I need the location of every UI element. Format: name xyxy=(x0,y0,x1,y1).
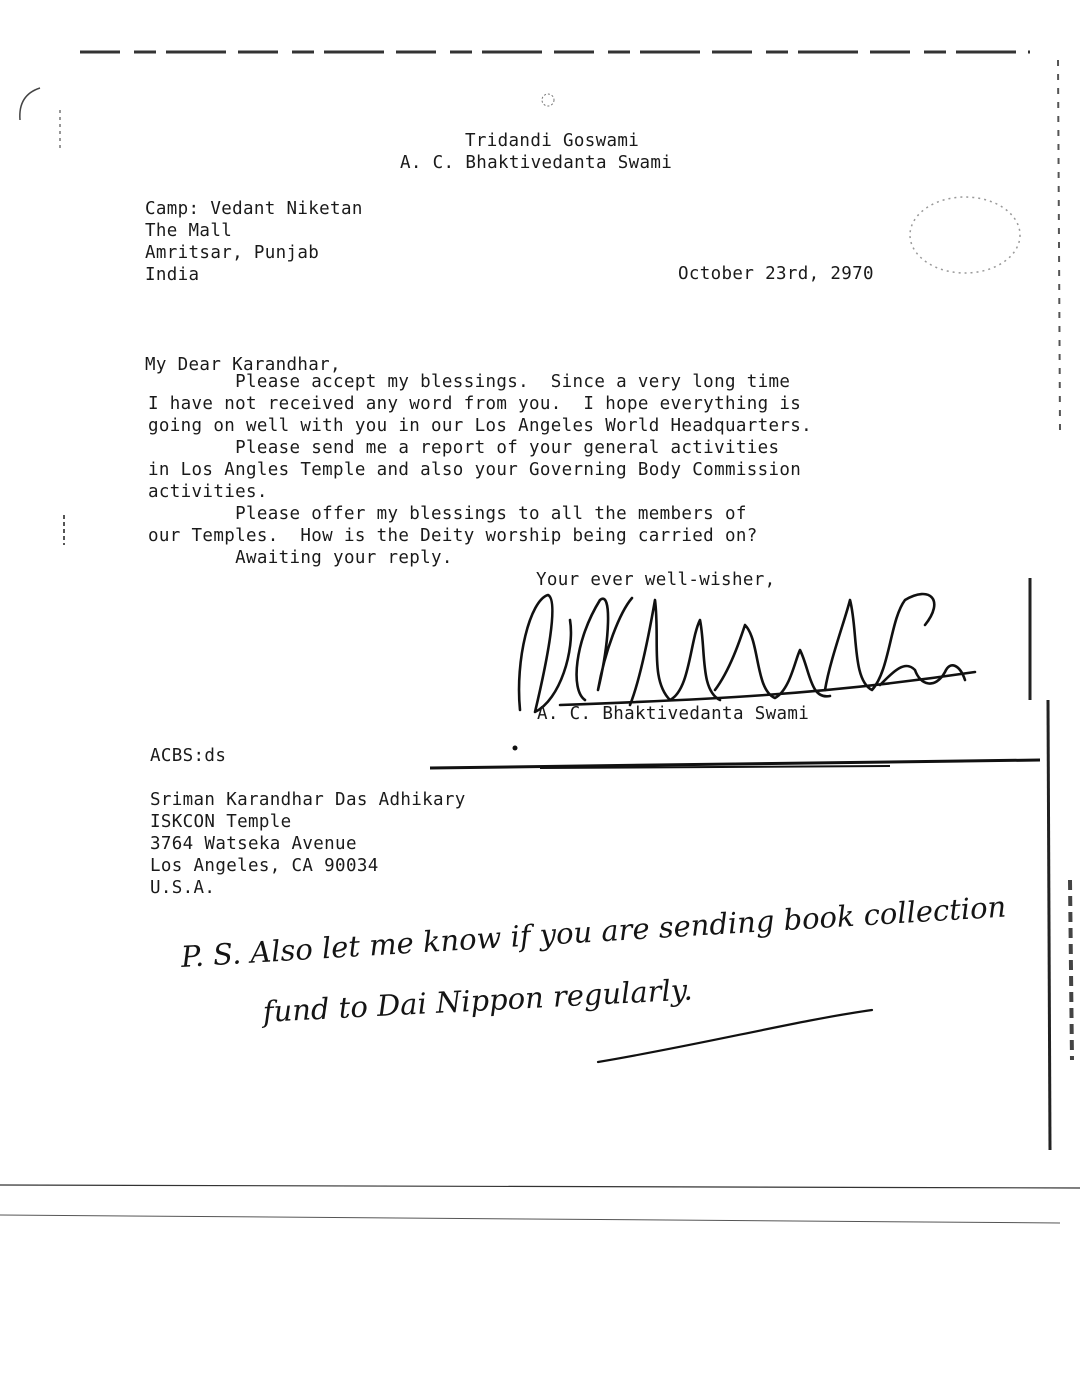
sender-address-line: Camp: Vedant Niketan xyxy=(145,199,363,219)
letter-date: October 23rd, 2970 xyxy=(678,264,874,284)
body-line: our Temples. How is the Deity worship being carried on? xyxy=(148,526,758,546)
body-line: in Los Angles Temple and also your Governing Body Commission xyxy=(148,460,802,480)
reference-initials: ACBS:ds xyxy=(150,746,227,766)
salutation: My Dear Karandhar, xyxy=(145,355,341,375)
body-line: Awaiting your reply. xyxy=(148,548,453,568)
body-line: Please send me a report of your general activities xyxy=(148,438,780,458)
body-line: I have not received any word from you. I hope everything is xyxy=(148,394,802,414)
body-line: going on well with you in our Los Angeles World Headquarters. xyxy=(148,416,813,436)
sender-address-line: India xyxy=(145,265,200,285)
body-line: activities. xyxy=(148,482,268,502)
letterhead-line-2: A. C. Bhaktivedanta Swami xyxy=(400,153,673,173)
body-line: Please offer my blessings to all the members of xyxy=(148,504,747,524)
body-line: Please accept my blessings. Since a very long time xyxy=(148,372,791,392)
recipient-address-line: Sriman Karandhar Das Adhikary xyxy=(150,790,466,810)
letterhead-line-1: Tridandi Goswami xyxy=(465,131,640,151)
closing: Your ever well-wisher, xyxy=(536,570,776,590)
sender-address-line: The Mall xyxy=(145,221,233,241)
sender-address-line: Amritsar, Punjab xyxy=(145,243,320,263)
postscript-line-2: fund to Dai Nippon regularly. xyxy=(262,972,694,1029)
typed-signature: A. C. Bhaktivedanta Swami xyxy=(537,704,810,724)
recipient-address-line: U.S.A. xyxy=(150,878,216,898)
recipient-address-line: Los Angeles, CA 90034 xyxy=(150,856,379,876)
postscript-line-1: P. S. Also let me know if you are sending book collection xyxy=(180,889,1008,974)
recipient-address-line: 3764 Watseka Avenue xyxy=(150,834,357,854)
recipient-address-line: ISKCON Temple xyxy=(150,812,292,832)
